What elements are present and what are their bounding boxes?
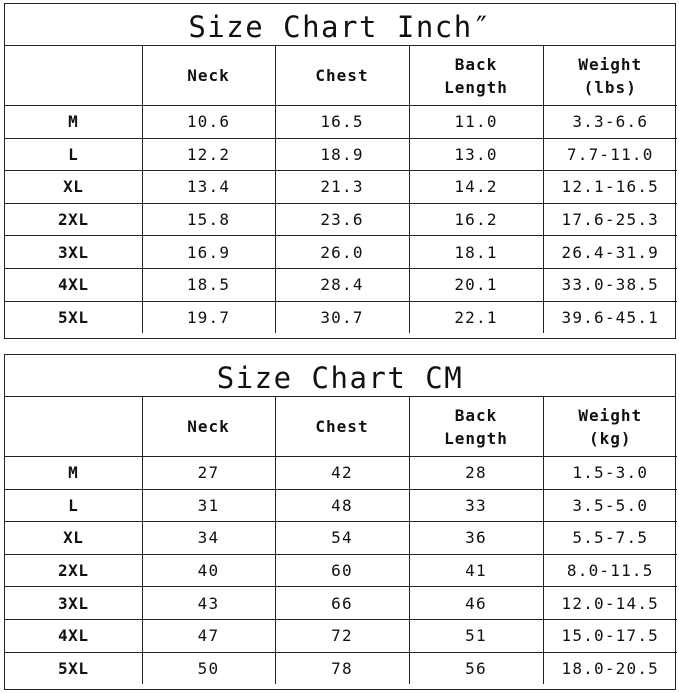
header-neck: Neck (142, 46, 275, 106)
table-row (5, 106, 677, 139)
cell-size: 3XL (5, 587, 142, 620)
cell-size: 4XL (5, 268, 142, 301)
table-row (5, 171, 677, 204)
cell-chest: 21.3 (275, 171, 409, 204)
cell-weight: 12.0-14.5 (543, 587, 677, 620)
cell-back-length: 11.0 (409, 106, 543, 139)
header-chest: Chest (275, 397, 409, 457)
table-row (5, 522, 677, 555)
header-row (5, 397, 677, 457)
cell-weight: 15.0-17.5 (543, 619, 677, 652)
cell-back-length: 46 (409, 587, 543, 620)
cell-neck: 27 (142, 457, 275, 490)
cell-neck: 40 (142, 554, 275, 587)
cell-size: 4XL (5, 619, 142, 652)
cell-back-length: 28 (409, 457, 543, 490)
cell-chest: 18.9 (275, 138, 409, 171)
cell-chest: 60 (275, 554, 409, 587)
cell-back-length: 36 (409, 522, 543, 555)
cell-neck: 10.6 (142, 106, 275, 139)
cell-size: XL (5, 522, 142, 555)
size-chart-cm (4, 354, 676, 690)
cell-chest: 72 (275, 619, 409, 652)
cell-size: M (5, 106, 142, 139)
table-row (5, 138, 677, 171)
cell-size: XL (5, 171, 142, 204)
cell-weight: 8.0-11.5 (543, 554, 677, 587)
chart-title: Size Chart Inch″ (5, 4, 675, 46)
cell-back-length: 18.1 (409, 236, 543, 269)
cell-back-length: 20.1 (409, 268, 543, 301)
cell-neck: 50 (142, 652, 275, 684)
header-back-length: Back Length (409, 46, 543, 106)
table-body (5, 457, 677, 685)
cell-size: 2XL (5, 554, 142, 587)
cell-chest: 16.5 (275, 106, 409, 139)
cell-back-length: 13.0 (409, 138, 543, 171)
cell-neck: 43 (142, 587, 275, 620)
table-row (5, 301, 677, 333)
cell-weight: 1.5-3.0 (543, 457, 677, 490)
cell-size: 5XL (5, 301, 142, 333)
table-body (5, 106, 677, 334)
cell-size: L (5, 138, 142, 171)
cell-neck: 47 (142, 619, 275, 652)
table-row (5, 268, 677, 301)
cell-back-length: 56 (409, 652, 543, 684)
cell-weight: 17.6-25.3 (543, 203, 677, 236)
size-table (5, 397, 677, 684)
cell-weight: 3.3-6.6 (543, 106, 677, 139)
cell-neck: 19.7 (142, 301, 275, 333)
cell-back-length: 41 (409, 554, 543, 587)
cell-weight: 33.0-38.5 (543, 268, 677, 301)
cell-back-length: 16.2 (409, 203, 543, 236)
table-row (5, 457, 677, 490)
cell-neck: 13.4 (142, 171, 275, 204)
cell-neck: 34 (142, 522, 275, 555)
cell-neck: 31 (142, 489, 275, 522)
cell-neck: 18.5 (142, 268, 275, 301)
cell-weight: 3.5-5.0 (543, 489, 677, 522)
table-row (5, 619, 677, 652)
cell-weight: 7.7-11.0 (543, 138, 677, 171)
header-size (5, 46, 142, 106)
cell-chest: 42 (275, 457, 409, 490)
cell-size: 5XL (5, 652, 142, 684)
cell-back-length: 22.1 (409, 301, 543, 333)
cell-chest: 30.7 (275, 301, 409, 333)
cell-back-length: 33 (409, 489, 543, 522)
cell-chest: 28.4 (275, 268, 409, 301)
cell-neck: 12.2 (142, 138, 275, 171)
table-row (5, 554, 677, 587)
cell-chest: 66 (275, 587, 409, 620)
cell-weight: 39.6-45.1 (561, 307, 659, 327)
header-weight: Weight (lbs) (543, 46, 677, 106)
size-table (5, 46, 677, 333)
table-row (5, 587, 677, 620)
cell-weight: 18.0-20.5 (561, 658, 659, 678)
cell-chest: 48 (275, 489, 409, 522)
cell-neck: 15.8 (142, 203, 275, 236)
header-row (5, 46, 677, 106)
header-chest: Chest (275, 46, 409, 106)
cell-weight: 26.4-31.9 (543, 236, 677, 269)
cell-weight: 5.5-7.5 (543, 522, 677, 555)
cell-size: 2XL (5, 203, 142, 236)
cell-chest: 26.0 (275, 236, 409, 269)
header-size (5, 397, 142, 457)
cell-size: M (5, 457, 142, 490)
cell-size: L (5, 489, 142, 522)
table-row (5, 489, 677, 522)
header-weight: Weight (kg) (543, 397, 677, 457)
chart-title: Size Chart CM (5, 355, 675, 397)
cell-chest: 54 (275, 522, 409, 555)
header-neck: Neck (142, 397, 275, 457)
cell-weight: 12.1-16.5 (543, 171, 677, 204)
cell-size: 3XL (5, 236, 142, 269)
cell-back-length: 14.2 (409, 171, 543, 204)
cell-chest: 78 (275, 652, 409, 684)
cell-neck: 16.9 (142, 236, 275, 269)
table-row (5, 652, 677, 684)
cell-chest: 23.6 (275, 203, 409, 236)
table-row (5, 203, 677, 236)
size-chart-inch (4, 3, 676, 339)
header-back-length: Back Length (409, 397, 543, 457)
table-row (5, 236, 677, 269)
cell-back-length: 51 (409, 619, 543, 652)
